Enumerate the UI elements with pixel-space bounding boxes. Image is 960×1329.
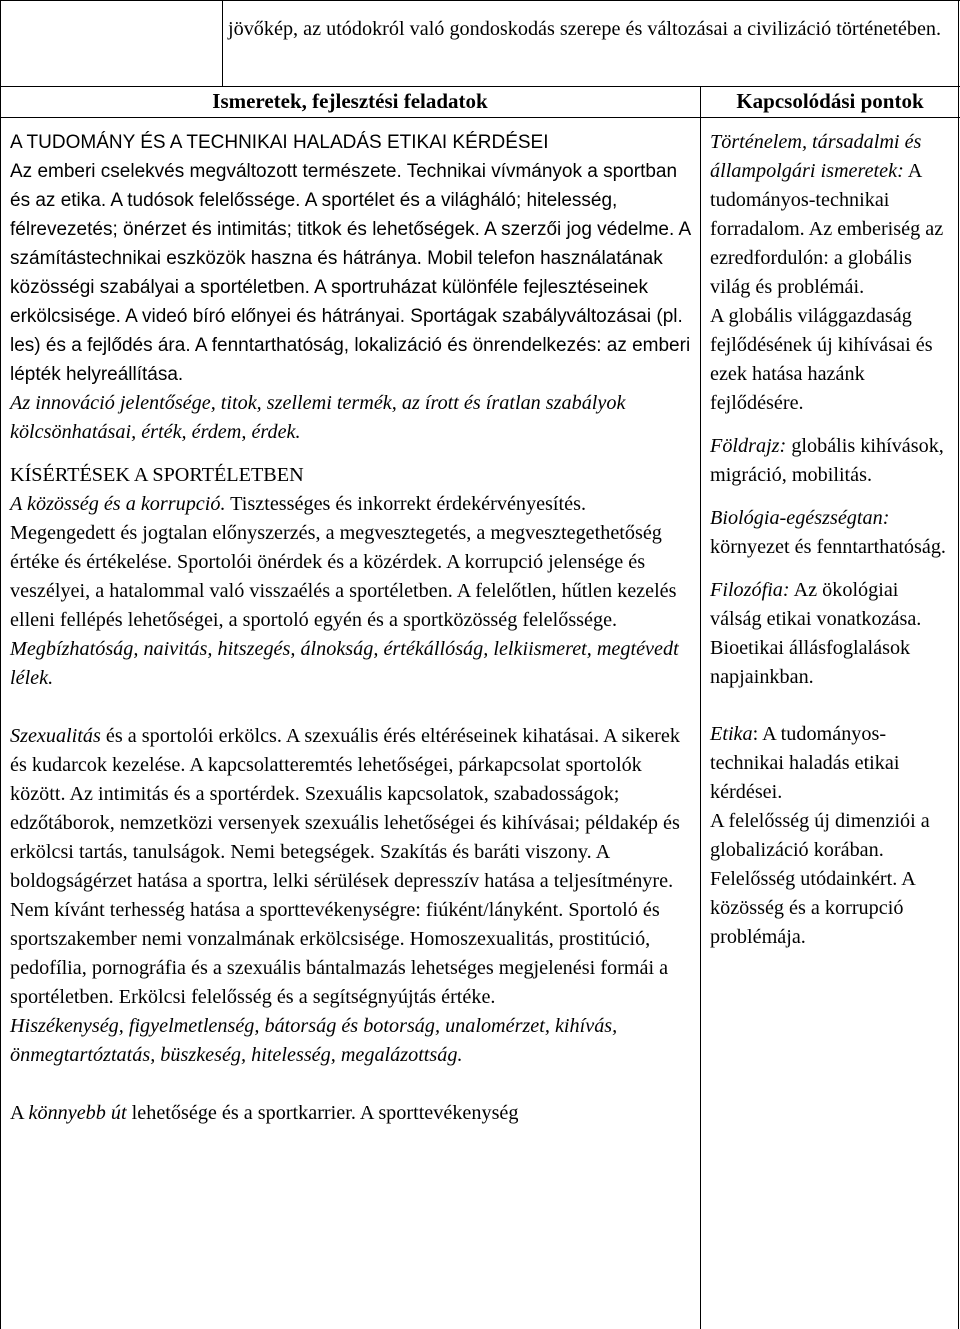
table-border-left <box>0 0 1 1329</box>
connection-philosophy <box>710 576 954 692</box>
r2-text: globális kihívások, migráció, mobilitás. <box>710 435 944 486</box>
row-divider-header <box>0 117 960 118</box>
section-science-technology-title: A TUDOMÁNY ÉS A TECHNIKAI HALADÁS ETIKAI KÉRDÉSEI <box>10 132 549 153</box>
s1-text-e: Mobil telefon használatának közösségi szabályai a sportéletben. A sportruházat különféle fejlesztéseinek erkölcsisége. A videó bíró előnyei és hátrányai. Sportágak szabályváltozásai (pl. les) és a fejlődés ára. <box>10 248 683 356</box>
s1-keywords: Az innováció jelentősége, titok, szellemi termék, az írott és íratlan szabályok kölcsönhatásai, érték, érdem, érdek. <box>10 392 626 443</box>
connection-biology-subject <box>710 504 954 533</box>
s2-lead: A közösség és a korrupció. <box>10 493 226 515</box>
intro-cell <box>228 15 948 44</box>
section-science-technology-body <box>10 157 696 389</box>
connection-biology-text: környezet és fenntarthatóság. <box>710 536 946 558</box>
s1-text-c: A szerzői jog védelme. <box>479 219 675 240</box>
column-divider-intro <box>222 0 223 86</box>
section-temptations-keywords <box>10 635 696 693</box>
r1-subject: Történelem, társadalmi és állampolgári ismeretek: <box>710 131 922 182</box>
r4-text: Az ökológiai válság etikai vonatkozása. Bioetikai állásfoglalások napjainkban. <box>710 579 922 688</box>
intro-text: jövőkép, az utódokról való gondoskodás szerepe és változásai a civilizáció történetében. <box>228 18 942 40</box>
table-border-right <box>958 0 959 1329</box>
r3-subject: Biológia-egészségtan: <box>710 507 890 529</box>
connection-geography <box>710 432 954 490</box>
content-cell-left <box>10 128 696 1128</box>
content-cell-right <box>710 128 954 952</box>
s1-text-f: A fenntarthatóság, lokalizáció és önrendelkezés: az emberi lépték helyreállítása. <box>10 335 691 385</box>
section-easier-path <box>10 1099 696 1128</box>
section-science-technology-keywords <box>10 389 696 447</box>
s2-keywords: Megbízhatóság, naivitás, hitszegés, álnokság, értékállóság, lelkiismeret, megtévedt lélek. <box>10 638 679 689</box>
s1-text-d: A számítástechnikai eszközök haszna és hátránya. <box>10 219 691 269</box>
connection-ethics <box>710 720 954 807</box>
r5-text: : A tudományos-technikai haladás etikai kérdései. <box>710 723 900 803</box>
s3-text: és a sportolói erkölcs. A szexuális érés eltéréseinek kihatásai. A sikerek és kudarcok kezelése. A kapcsolatteremtés lehetőségei, párkapcsolat sportolók között. Az intimitás és a sportérdek. Szexuális kapcsolatok, szabadosságok; edzőtáborok, nemzetközi versenyek szexuális lehetőségei és kihívásai; példakép és erkölcsi tartás, tanulságok. Nemi betegségek. Szakítás és baráti viszony. A boldogságérzet hatása a sportra, lelki sérülések depresszív hatása a teljesítményre. Nem kívánt terhesség hatása a sporttevékenységre: fiúként/lányként. Sportoló és sportszakember nemi vonzalmának erkölcsisége. Homoszexualitás, prostitúció, pedofília, pornográfia és a szexuális bántalmazás lehetséges megjelenési formái a sportéletben. Erkölcsi felelősség és a segítségnyújtás értéke. <box>10 725 680 1008</box>
r1-text: A tudományos-technikai forradalom. Az emberiség az ezredfordulón: a globális világ és problémái. <box>710 160 944 298</box>
section-temptations-body <box>10 490 696 635</box>
s3-lead: Szexualitás <box>10 725 101 747</box>
r5-subject: Etika <box>710 723 753 745</box>
r4-subject: Filozófia: <box>710 579 790 601</box>
section-temptations-title: KÍSÉRTÉSEK A SPORTÉLETBEN <box>10 464 304 486</box>
section-sexuality-body <box>10 722 696 1012</box>
s3-keywords: Hiszékenység, figyelmetlenség, bátorság és botorság, unalomérzet, kihívás, önmegtartóztatás, büszkeség, hitelesség, megalázottság. <box>10 1015 618 1066</box>
s2-text: Tisztességes és inkorrekt érdekérvényesítés. Megengedett és jogtalan előnyszerzés, a megvesztegetés, a megvesztegethetőség értéke és értékelése. Sportolói önérdek és a közérdek. A korrupció jelensége és veszélyei, a hatalommal való visszaélés a sportéletben. A felelőtlen, hűtlen kezelés elleni fellépés lehetőségei, a sportoló egyén és a sportközösség felelőssége. <box>10 493 677 631</box>
table-border-top <box>0 0 960 1</box>
header-skills: Ismeretek, fejlesztési feladatok <box>212 89 488 113</box>
s4-italic: könnyebb út <box>28 1102 127 1124</box>
header-connections: Kapcsolódási pontok <box>736 89 924 113</box>
s1-text-b: A sportélet és a világháló; hitelesség, félrevezetés; önérzet és intimitás; titkok és lehetőségek. <box>10 190 618 240</box>
column-divider-main <box>700 86 701 1329</box>
connection-history-global: A globális világgazdaság fejlődésének új kihívásai és ezek hatása hazánk fejlődésére. <box>710 305 933 414</box>
s4-text-b: lehetősége és a sportkarrier. A sporttevékenység <box>126 1102 519 1124</box>
connection-ethics-responsibility: A felelősség új dimenziói a globalizáció korában. Felelősség utódainkért. A közösség és a korrupció problémája. <box>710 810 930 948</box>
connection-history <box>710 128 954 302</box>
s1-text-a: Az emberi cselekvés megváltozott természete. Technikai vívmányok a sportban és az etika. A tudósok felelőssége. <box>10 161 678 211</box>
s4-text-a: A <box>10 1102 29 1124</box>
section-sexuality-keywords <box>10 1012 696 1070</box>
r2-subject: Földrajz: <box>710 435 787 457</box>
